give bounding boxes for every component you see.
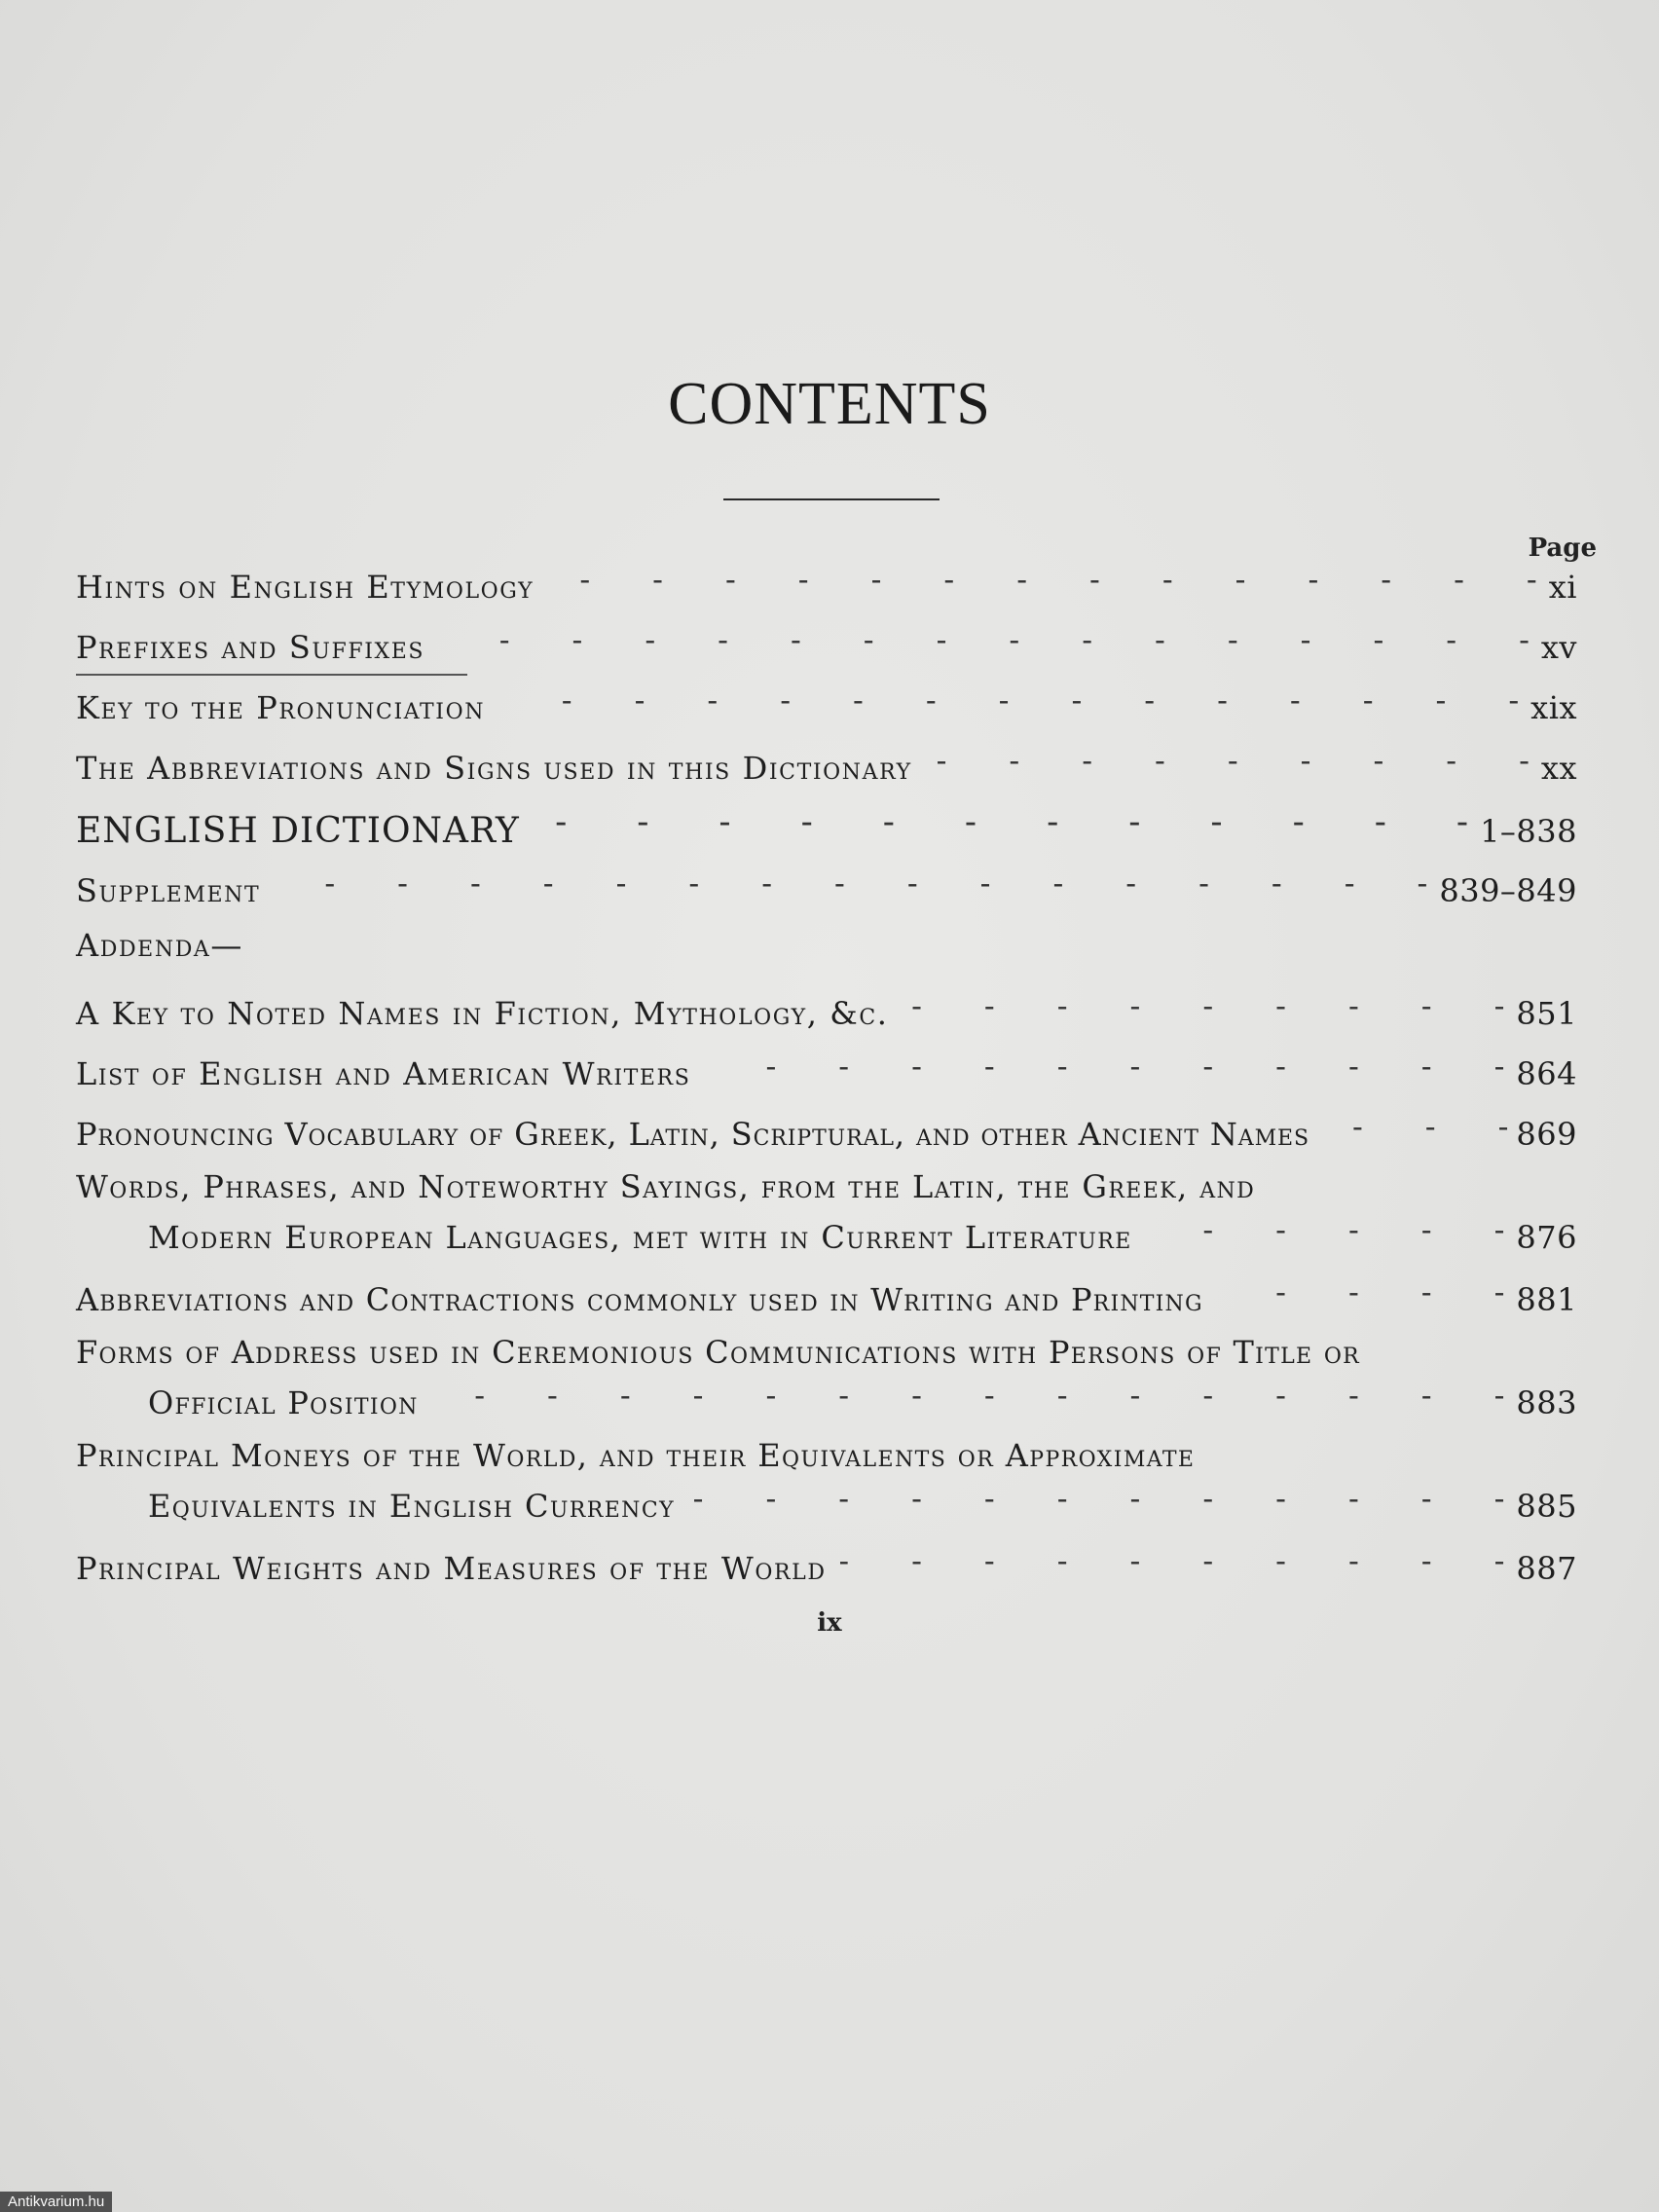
toc-entry-label: Key to the Pronunciation	[76, 689, 486, 726]
toc-entry-pronouncing-vocabulary[interactable]	[76, 1108, 1577, 1166]
toc-entry-forms-of-address[interactable]	[76, 1334, 1577, 1421]
toc-entry-page: 851	[1516, 995, 1577, 1032]
dot-leader	[432, 1377, 1505, 1414]
toc-entry-page: 881	[1516, 1281, 1577, 1318]
toc-entry-label: List of English and American Writers	[76, 1055, 691, 1092]
toc-entry-page: 883	[1516, 1384, 1577, 1421]
toc-entry-page: 1–838	[1480, 813, 1577, 850]
toc-entry-label: The Abbreviations and Signs used in this Dictionary	[76, 750, 912, 787]
dot-leader	[840, 1542, 1505, 1579]
toc-entry-writers[interactable]	[76, 1048, 1577, 1106]
toc-entry-label: ENGLISH DICTIONARY	[76, 811, 520, 851]
toc-section-addenda	[76, 927, 1577, 985]
toc-entry-abbreviations-contractions[interactable]	[76, 1273, 1577, 1332]
dot-leader	[534, 802, 1468, 842]
toc-entry-moneys[interactable]	[76, 1437, 1577, 1525]
toc-entry-page: xix	[1530, 689, 1577, 726]
toc-entry-label-line2: Official Position	[148, 1384, 419, 1421]
toc-entry-etymology[interactable]	[76, 561, 1577, 619]
section-heading: Addenda—	[76, 927, 244, 964]
toc-entry-label: Prefixes and Suffixes	[76, 629, 425, 666]
toc-entry-label: Supplement	[76, 872, 261, 909]
toc-entry-page: 864	[1516, 1055, 1577, 1092]
toc-entry-weights-measures[interactable]	[76, 1542, 1577, 1601]
dot-leader	[547, 561, 1537, 598]
toc-entry-page: 839–849	[1439, 872, 1577, 909]
toc-entry-words-phrases[interactable]	[76, 1168, 1577, 1256]
toc-entry-supplement[interactable]	[76, 865, 1577, 923]
toc-entry-label: Hints on English Etymology	[76, 569, 535, 606]
toc-entry-page: 885	[1516, 1488, 1577, 1525]
page-number: ix	[817, 1608, 842, 1638]
toc-entry-label: Principal Weights and Measures of the World	[76, 1550, 827, 1587]
title-rule	[723, 498, 940, 500]
toc-entry-page: 876	[1516, 1219, 1577, 1256]
dot-leader	[903, 987, 1505, 1024]
dot-leader	[926, 742, 1530, 779]
dot-leader	[1217, 1273, 1505, 1310]
toc-entry-page: xv	[1540, 629, 1577, 666]
toc-entry-page: 887	[1516, 1550, 1577, 1587]
toc-entry-page: 869	[1516, 1116, 1577, 1153]
page-title: CONTENTS	[668, 371, 991, 437]
toc-entry-label-line1: Words, Phrases, and Noteworthy Sayings, from the Latin, the Greek, and	[76, 1168, 1256, 1205]
toc-entry-label-line2: Equivalents in English Currency	[148, 1488, 675, 1525]
dot-leader	[704, 1048, 1504, 1085]
dot-leader	[274, 865, 1427, 902]
toc-entry-noted-names[interactable]	[76, 987, 1577, 1046]
dot-leader	[688, 1480, 1504, 1517]
dot-leader	[1146, 1211, 1505, 1248]
page-column-label: Page	[1528, 534, 1597, 563]
toc-entry-label-line1: Forms of Address used in Ceremonious Communications with Persons of Title or	[76, 1334, 1361, 1371]
toc-entry-prefixes[interactable]	[76, 621, 1577, 680]
dot-leader	[438, 621, 1530, 658]
toc-entry-english-dictionary[interactable]	[76, 802, 1577, 861]
toc-entry-page: xi	[1548, 569, 1577, 606]
toc-entry-label-line1: Principal Moneys of the World, and their Equivalents or Approximate	[76, 1437, 1196, 1474]
toc-entry-abbreviations-signs[interactable]	[76, 742, 1577, 800]
toc-entry-label-line2: Modern European Languages, met with in Current Literature	[148, 1219, 1132, 1256]
toc-entry-label: A Key to Noted Names in Fiction, Mythology, &c.	[76, 995, 889, 1032]
dot-leader	[1315, 1108, 1508, 1145]
watermark: Antikvarium.hu	[0, 2192, 112, 2212]
toc-entry-pronunciation[interactable]	[76, 682, 1577, 740]
toc-entry-label: Pronouncing Vocabulary of Greek, Latin, Scriptural, and other Ancient Names	[76, 1116, 1309, 1153]
dot-leader	[498, 682, 1519, 719]
toc-entry-label: Abbreviations and Contractions commonly used in Writing and Printing	[76, 1281, 1203, 1318]
toc-entry-page: xx	[1540, 750, 1577, 787]
